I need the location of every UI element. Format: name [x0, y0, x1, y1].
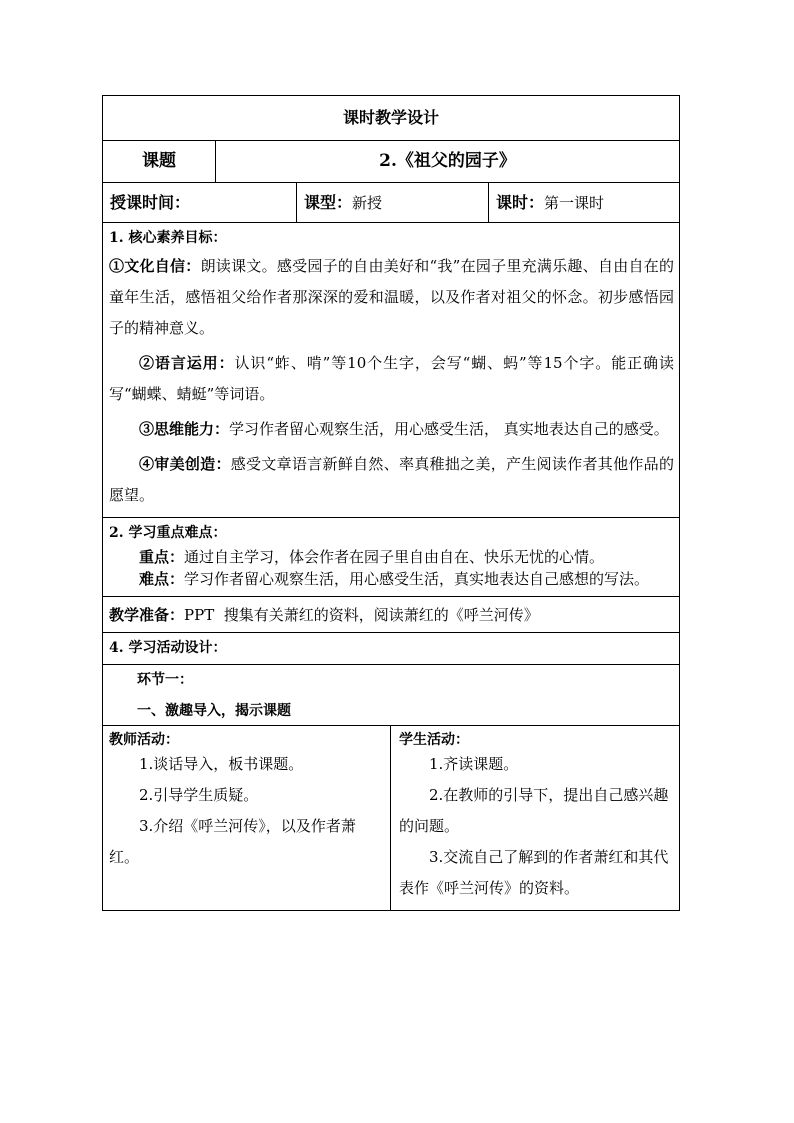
teacher-column	[103, 726, 390, 910]
objective-item: ②语言运用：认识“蚱、啃”等10个生字，会写“蝴、蚂”等15个字。能正确读写“蝴蝶、蜻蜓”等词语。	[109, 354, 674, 403]
objectives-row	[103, 222, 679, 517]
teacher-item: 2.引导学生质疑。	[139, 786, 259, 804]
student-item: 1.齐读课题。	[429, 755, 519, 773]
teacher-item: 3.介绍《呼兰河传》，以及作者萧红。	[109, 817, 356, 866]
topic-value: 2.《祖父的园子》	[215, 141, 679, 182]
topic-label: 课题	[142, 151, 176, 172]
keypoints-heading: 2. 学习重点难点：	[109, 525, 227, 541]
time-label: 授课时间：	[110, 192, 191, 212]
lesson-plan-table	[102, 95, 680, 911]
segment-cell	[103, 665, 679, 725]
segment-row	[103, 664, 679, 725]
student-column	[390, 726, 679, 910]
period-cell	[488, 183, 679, 222]
topic-row	[103, 140, 679, 182]
table-title: 课时教学设计	[342, 108, 439, 128]
segment-title: 一、激趣导入，揭示课题	[137, 703, 291, 719]
teacher-item: 1.谈话导入，板书课题。	[139, 755, 304, 773]
type-label: 课型：	[304, 192, 353, 212]
objective-item: ①文化自信：朗读课文。感受园子的自由美好和“我”在园子里充满乐趣、自由自在的童年生活，感悟祖父给作者那深深的爱和温暖，以及作者对祖父的怀念。初步感悟园子的精神意义。	[109, 257, 674, 337]
keypoints-cell	[103, 518, 679, 596]
objectives-heading: 1. 核心素养目标：	[109, 230, 227, 246]
objective-item: ③思维能力：学习作者留心观察生活，用心感受生活， 真实地表达自己的感受。	[139, 420, 669, 438]
activity-heading-row	[103, 632, 679, 664]
meta-row	[103, 182, 679, 222]
activity-heading: 4. 学习活动设计：	[109, 640, 227, 657]
period-value: 第一课时	[544, 193, 605, 212]
objective-item: ④审美创造：感受文章语言新鲜自然、率真稚拙之美，产生阅读作者其他作品的愿望。	[109, 455, 674, 504]
teacher-heading: 教师活动：	[109, 732, 179, 748]
title-row	[103, 96, 679, 140]
student-heading: 学生活动：	[399, 732, 469, 748]
difficulty-line: 难点：学习作者留心观察生活，用心感受生活，真实地表达自己感想的写法。	[139, 570, 650, 588]
prep-text: PPT 搜集有关萧红的资料，阅读萧红的《呼兰河传》	[184, 605, 539, 624]
time-cell	[103, 183, 296, 222]
segment-label: 环节一：	[137, 672, 193, 688]
activities-row	[103, 725, 679, 910]
prep-label: 教学准备：	[109, 605, 185, 624]
period-label: 课时：	[496, 192, 545, 212]
focus-line: 重点：通过自主学习，体会作者在园子里自由自在、快乐无忧的心情。	[139, 548, 605, 566]
type-cell	[296, 183, 488, 222]
prep-row	[103, 596, 679, 632]
student-item: 3.交流自己了解到的作者萧红和其代表作《呼兰河传》的资料。	[399, 848, 669, 897]
student-item: 2.在教师的引导下，提出自己感兴趣的问题。	[399, 786, 669, 835]
prep-cell	[103, 597, 679, 632]
keypoints-row	[103, 517, 679, 596]
type-value: 新授	[352, 193, 383, 212]
objectives-cell	[103, 223, 679, 517]
